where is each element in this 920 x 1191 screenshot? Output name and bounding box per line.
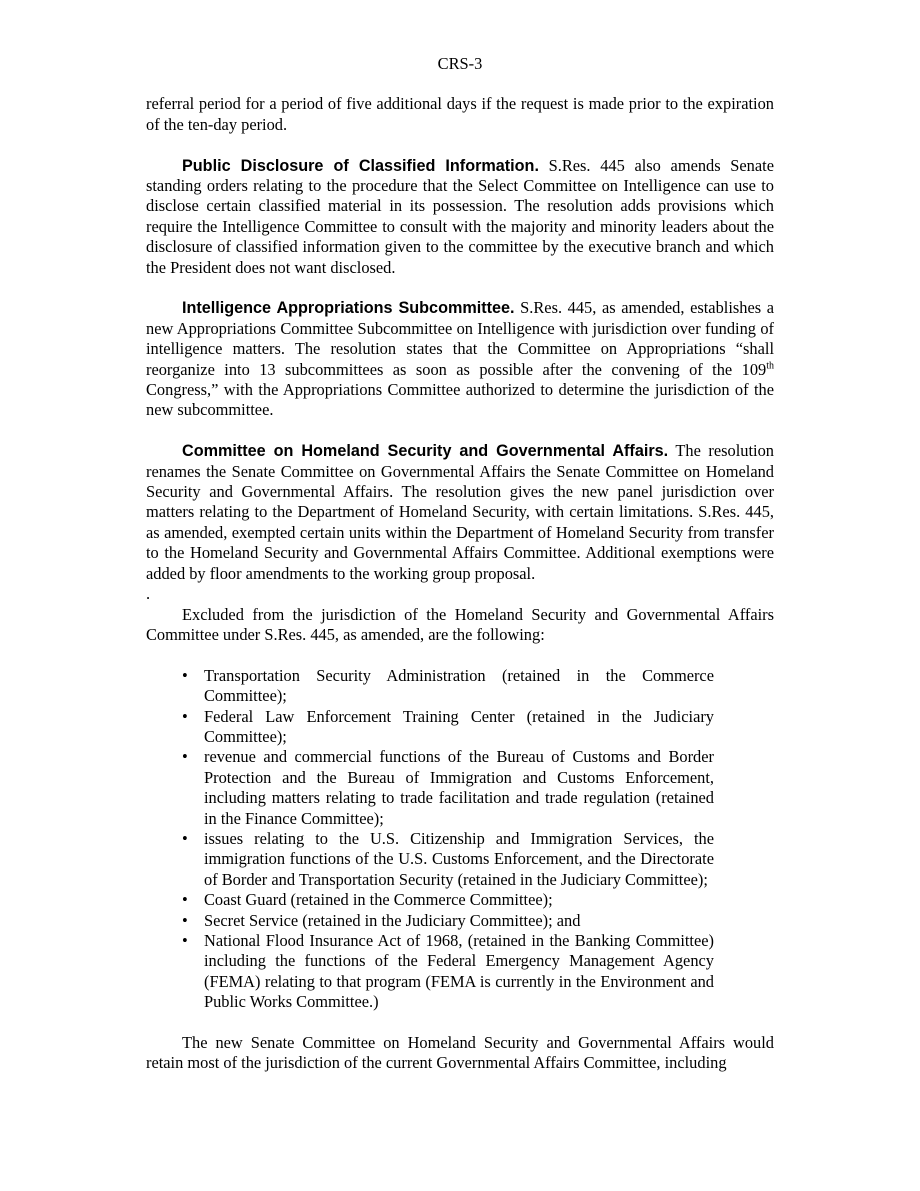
list-item-text: issues relating to the U.S. Citizenship and Immigration Services, the immigration functions of the U.S. Customs Enforcement, and the Directorate of Border and Transportation Security (retained in the Judiciary Committee); [204, 828, 714, 889]
list-item-text: National Flood Insurance Act of 1968, (retained in the Banking Committee) including the functions of the Federal Emergency Management Agency (FEMA) relating to that program (FEMA is currently in the Environment and Public Works Committee.) [204, 930, 714, 1012]
section-body-homeland-security: The resolution renames the Senate Committee on Governmental Affairs the Senate Committee on Homeland Security and Governmental Affairs. The resolution gives the new panel jurisdiction over matters relating to the Department of Homeland Security, with certain limitations. S.Res. 445, as amended, exempted certain units within the Department of Homeland Security from transfer to the Homeland Security and Governmental Affairs Committee. Additional exemptions were added by floor amendments to the working group proposal. [146, 441, 774, 583]
paragraph-gap [146, 421, 774, 441]
ordinal-superscript: th [766, 360, 774, 372]
bullet-icon: • [182, 828, 188, 848]
bullet-icon: • [182, 706, 188, 726]
document-page [146, 54, 774, 1074]
intro-paragraph: referral period for a period of five additional days if the request is made prior to the expiration of the ten-day period. [146, 94, 774, 134]
section-public-disclosure [146, 156, 774, 278]
section-intelligence-appropriations [146, 298, 774, 420]
bullet-icon: • [182, 890, 188, 910]
stray-period: . [146, 584, 151, 604]
list-item-text: Secret Service (retained in the Judiciary Committee); and [204, 910, 581, 930]
section-body-intelligence-appropriations-a: S.Res. 445, as amended, establishes a new Appropriations Committee Subcommittee on Intelligence with jurisdiction over funding of intelligence matters. The resolution states that the Committee on Appropriations “shall reorganize into 13 subcommittees as soon as possible after the convening of the 109 [146, 298, 774, 379]
list-item [182, 829, 714, 890]
list-item [182, 707, 714, 748]
list-item [182, 747, 714, 829]
bullet-icon: • [182, 910, 188, 930]
paragraph-gap [146, 645, 774, 665]
closing-paragraph: The new Senate Committee on Homeland Security and Governmental Affairs would retain most of the jurisdiction of the current Governmental Affairs Committee, including [146, 1033, 774, 1073]
bullet-icon: • [182, 747, 188, 767]
list-item [182, 911, 714, 931]
section-heading-intelligence-appropriations: Intelligence Appropriations Subcommittee. [182, 299, 515, 318]
page-header: CRS-3 [437, 54, 483, 73]
list-item-text: Federal Law Enforcement Training Center (retained in the Judiciary Committee); [204, 706, 714, 746]
section-heading-public-disclosure: Public Disclosure of Classified Information. [182, 156, 539, 175]
list-item [182, 666, 714, 707]
paragraph-gap [146, 278, 774, 298]
section-homeland-security [146, 441, 774, 584]
list-item [182, 890, 714, 910]
list-item-text: Coast Guard (retained in the Commerce Committee); [204, 890, 553, 910]
excluded-intro-paragraph: Excluded from the jurisdiction of the Homeland Security and Governmental Affairs Committee under S.Res. 445, as amended, are the following: [146, 604, 774, 644]
section-body-intelligence-appropriations-b: Congress,” with the Appropriations Committee authorized to determine the jurisdiction of the new subcommittee. [146, 380, 774, 420]
section-body-public-disclosure: S.Res. 445 also amends Senate standing orders relating to the procedure that the Select Committee on Intelligence can use to disclose certain classified material in its possession. The resolution adds provisions which require the Intelligence Committee to consult with the majority and minority leaders about the disclosure of classified information given to the committee by the executive branch and which the President does not want disclosed. [146, 155, 774, 277]
exclusions-list [146, 666, 774, 1013]
bullet-icon: • [182, 665, 188, 685]
list-item-text: Transportation Security Administration (retained in the Commerce Committee); [204, 665, 714, 706]
list-item [182, 931, 714, 1013]
bullet-icon: • [182, 930, 188, 950]
section-heading-homeland-security: Committee on Homeland Security and Governmental Affairs. [182, 442, 669, 461]
list-item-text: revenue and commercial functions of the Bureau of Customs and Border Protection and the Bureau of Immigration and Customs Enforcement, including matters relating to trade facilitation and trade regulation (retained in the Finance Committee); [204, 747, 714, 828]
paragraph-gap [146, 135, 774, 155]
